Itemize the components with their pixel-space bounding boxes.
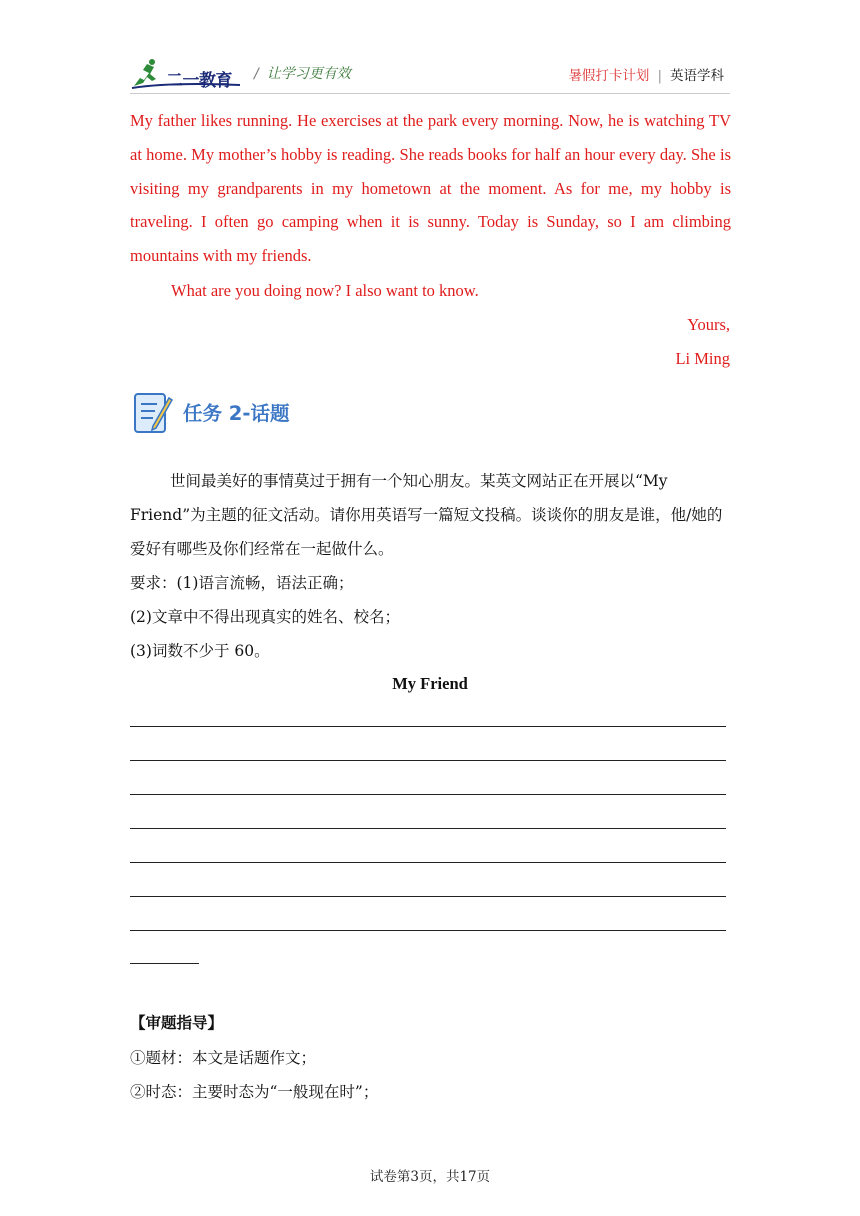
- task-title: 任务 2-话题: [183, 402, 290, 425]
- task-prompt: 世间最美好的事情莫过于拥有一个知心朋友。某英文网站正在开展以“My Friend”为主题的征文活动。请你用英语写一篇短文投稿。谈谈你的朋友是谁，他/她的爱好有哪些及你们经常在一起做什么。: [130, 472, 723, 558]
- requirement-1: 要求：(1)语言流畅，语法正确；: [130, 574, 354, 592]
- logo-text: 二一教育: [166, 71, 232, 91]
- header-divider: [130, 93, 730, 94]
- writing-line-end: [130, 963, 199, 964]
- header-separator: |: [657, 68, 662, 84]
- letter-paragraph-1: My father likes running. He exercises at the park every morning. Now, he is watching TV at home. My mother’s hobby is reading. She reads books for half an hour every day. She is visiting my grandparents in my hometown at the moment. As for me, my hobby is traveling. I often go camping when it is sunny. Today is Sunday, so I am climbing mountains with my friends.: [130, 111, 731, 266]
- writing-line: [130, 862, 726, 863]
- writing-line: [130, 930, 726, 931]
- writing-line: [130, 828, 726, 829]
- essay-title: My Friend: [392, 674, 468, 693]
- page-footer: 试卷第3页，共17页: [369, 1169, 491, 1185]
- subject-label: 英语学科: [670, 68, 724, 84]
- slogan: / 让学习更有效: [254, 66, 351, 82]
- requirement-3: (3)词数不少于 60。: [130, 642, 270, 660]
- slogan-text: 让学习更有效: [266, 66, 351, 82]
- writing-line: [130, 760, 726, 761]
- writing-line: [130, 794, 726, 795]
- letter-signature: Li Ming: [675, 349, 730, 368]
- plan-label: 暑假打卡计划: [568, 68, 650, 84]
- notepad-pencil-icon: [131, 388, 173, 436]
- guide-item-1: ①题材：本文是话题作文；: [130, 1049, 317, 1067]
- writing-line: [130, 726, 726, 727]
- page-header: [130, 58, 730, 92]
- requirement-2: (2)文章中不得出现真实的姓名、校名；: [130, 608, 400, 626]
- letter-closing: Yours,: [687, 315, 730, 334]
- letter-paragraph-2: What are you doing now? I also want to know.: [171, 281, 479, 300]
- guide-item-2: ②时态：主要时态为“一般现在时”；: [130, 1083, 379, 1101]
- writing-line: [130, 896, 726, 897]
- guide-heading: 【审题指导】: [130, 1014, 224, 1032]
- header-right: [568, 64, 724, 84]
